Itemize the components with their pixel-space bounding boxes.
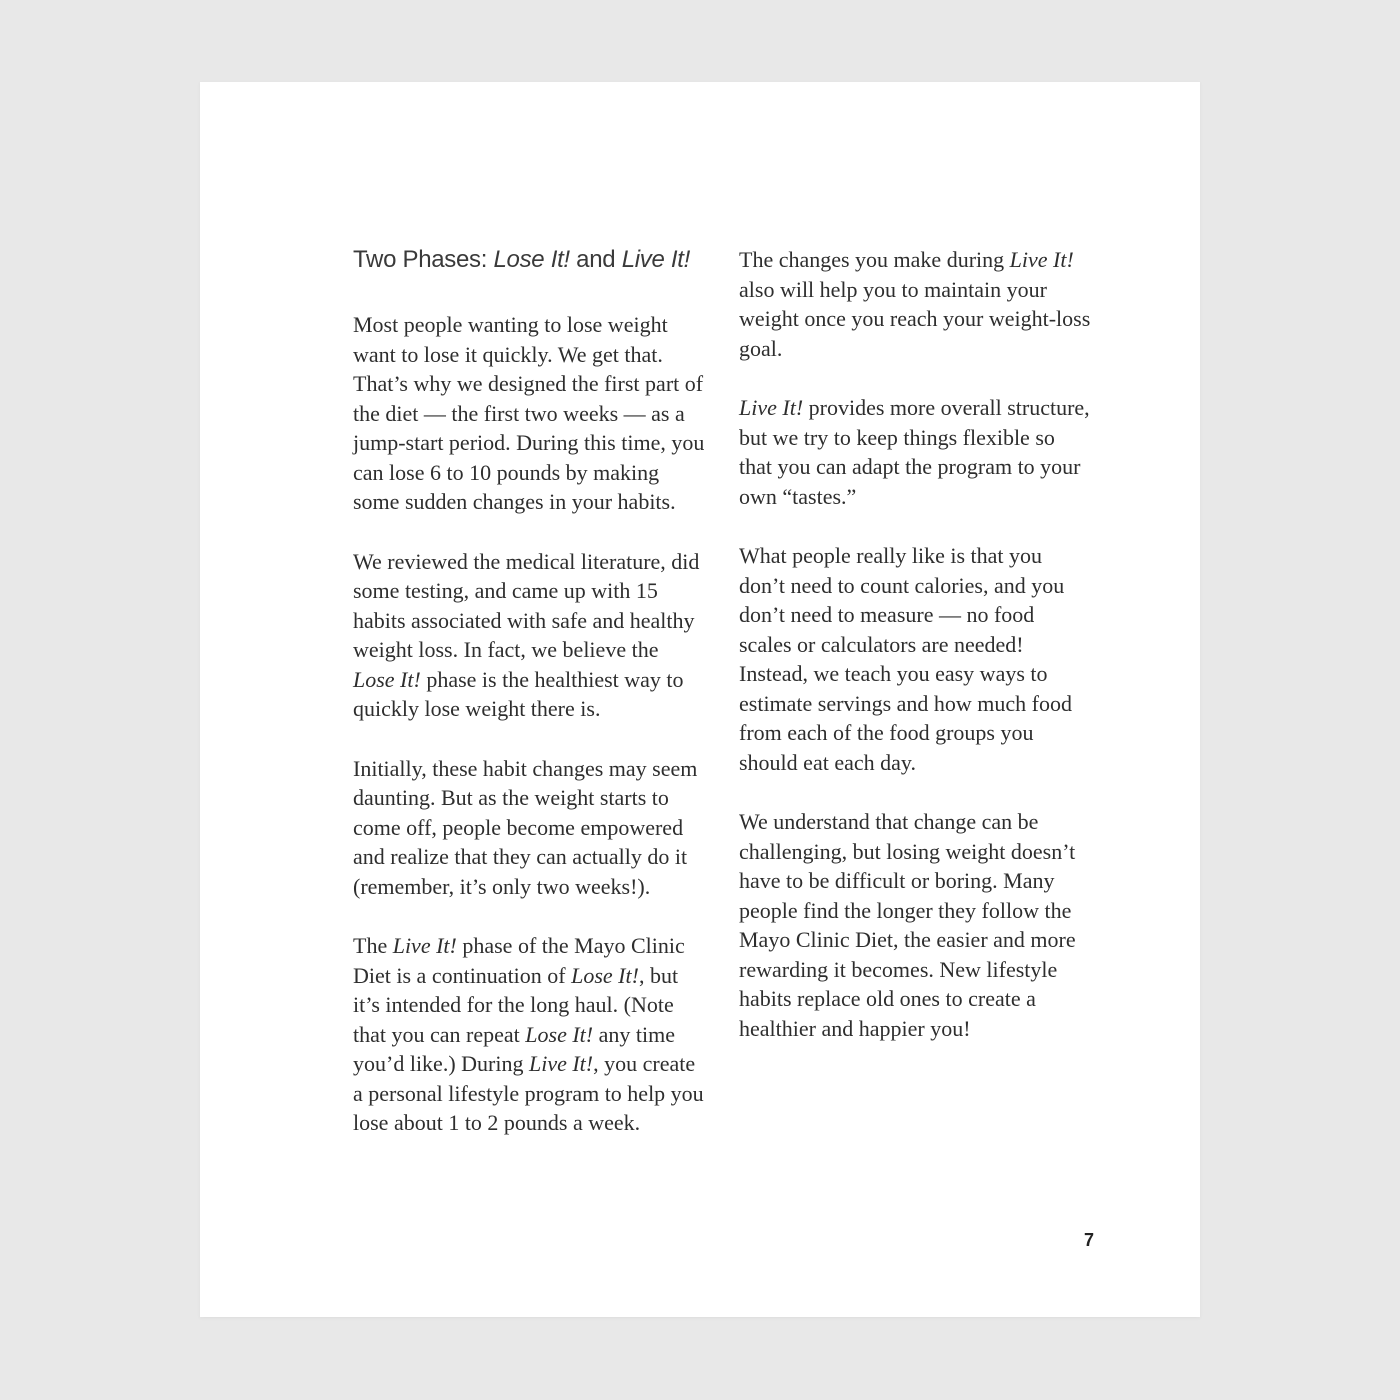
text-run: , but it’s intended for the long haul. (Note that you can repeat: [353, 962, 679, 1047]
text-run: We reviewed the medical literature, did some testing, and came up with 15 habits associated with safe and healthy weight loss. In fact, we believe the: [353, 548, 700, 662]
paragraph: [353, 931, 705, 1138]
italic-text-run: Lose It!: [493, 246, 570, 273]
paragraph: [739, 393, 1091, 511]
italic-text-run: Lose It!: [571, 962, 639, 988]
text-run: Most people wanting to lose weight want to lose it quickly. We get that. That’s why we designed the first part of the diet — the first two weeks — as a jump-start period. During this time, you can lose 6 to 10 pounds by making some sudden changes in your habits.: [353, 312, 705, 514]
book-page: [200, 82, 1200, 1317]
left-column: [353, 245, 705, 1138]
italic-text-run: Live It!: [621, 246, 691, 273]
italic-text-run: Live It!: [528, 1051, 594, 1076]
italic-text-run: Live It!: [739, 395, 804, 420]
text-run: any time you’d like.) During: [353, 1021, 675, 1076]
text-run: The changes you make during: [739, 247, 1010, 272]
italic-text-run: Live It!: [392, 933, 457, 958]
paragraph: [353, 310, 705, 517]
italic-text-run: Lose It!: [525, 1021, 594, 1047]
left-column-paragraphs: [353, 310, 705, 1138]
text-run: What people really like is that you don’t need to count calories, and you don’t need to measure — no food scales or calculators are needed! Instead, we teach you easy ways to estimate servings and how much food from each of the food groups you should eat each day.: [739, 543, 1072, 775]
text-run: provides more overall structure, but we try to keep things flexible so that you can adapt the program to your own “tastes.”: [739, 395, 1090, 509]
text-run: also will help you to maintain your weight once you reach your weight-loss goal.: [739, 276, 1091, 361]
text-run: phase of the Mayo Clinic Diet is a continuation of: [353, 933, 685, 988]
text-run: and: [569, 246, 622, 273]
text-run: We understand that change can be challenging, but losing weight doesn’t have to be difficult or boring. Many people find the longer they follow the Mayo Clinic Diet, the easier and more rewarding it becomes. New lifestyle habits replace old ones to create a healthier and happier you!: [739, 809, 1076, 1041]
paragraph: [353, 547, 705, 724]
right-column: [739, 245, 1091, 1138]
italic-text-run: Lose It!: [353, 666, 421, 692]
section-heading: [353, 245, 705, 275]
right-column-paragraphs: [739, 245, 1091, 1043]
page-content: [353, 245, 1091, 1138]
paragraph: [739, 807, 1091, 1043]
paragraph: [739, 245, 1091, 363]
paragraph: [353, 754, 705, 902]
text-run: Initially, these habit changes may seem daunting. But as the weight starts to come off, people become empowered and realize that they can actually do it (remember, it’s only two weeks!).: [353, 755, 698, 899]
text-run: , you create a personal lifestyle program to help you lose about 1 to 2 pounds a week.: [353, 1051, 704, 1135]
text-run: Two Phases:: [353, 246, 494, 273]
text-run: The: [353, 933, 393, 958]
page-number: 7: [1083, 1230, 1094, 1250]
paragraph: [739, 541, 1091, 777]
text-run: phase is the healthiest way to quickly lose weight there is.: [353, 666, 684, 721]
italic-text-run: Live It!: [1009, 247, 1074, 272]
